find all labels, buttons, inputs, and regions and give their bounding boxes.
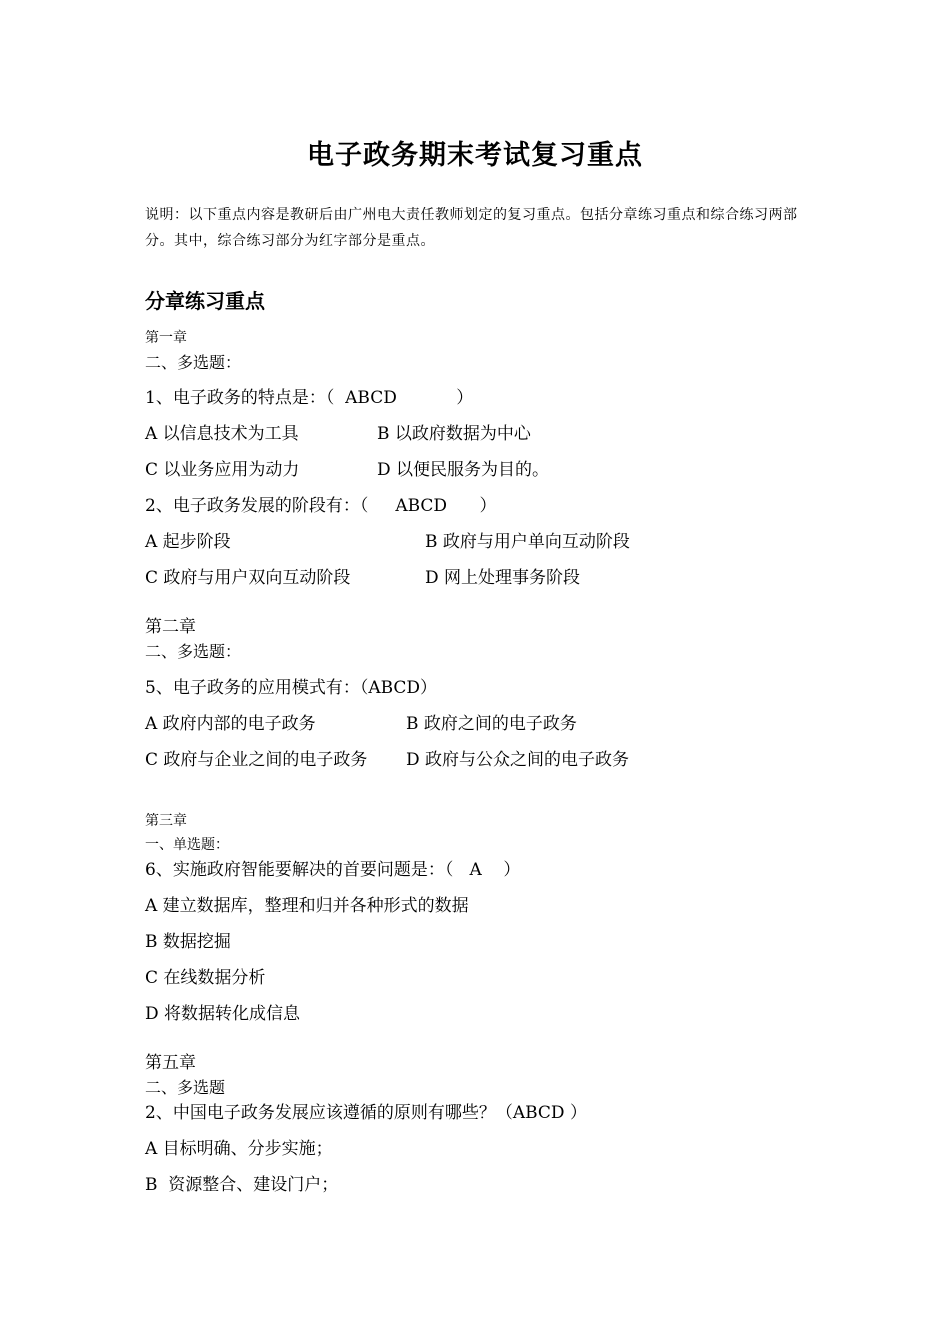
question-5-option-d: D 政府与公众之间的电子政务 <box>406 750 630 770</box>
chapter-3-question-type: 一、单选题： <box>145 837 229 853</box>
question-2-option-d: D 网上处理事务阶段 <box>425 568 581 588</box>
question-6-option-b: B 数据挖掘 <box>145 932 231 952</box>
chapter-1-title: 第一章 <box>145 330 187 346</box>
chapter-5-question-2: 2、中国电子政务发展应该遵循的原则有哪些？（ABCD ） <box>145 1103 587 1123</box>
chapter-3-title: 第三章 <box>145 813 187 829</box>
question-6: 6、实施政府智能要解决的首要问题是：（ A ） <box>145 860 521 880</box>
intro-note: 说明：以下重点内容是教研后由广州电大责任教师划定的复习重点。包括分章练习重点和综合练习两部分。其中，综合练习部分为红字部分是重点。 <box>145 207 798 249</box>
section-heading: 分章练习重点 <box>145 289 265 313</box>
question-1-option-d: D 以便民服务为目的。 <box>377 460 550 480</box>
chapter-5-question-type: 二、多选题 <box>145 1078 226 1097</box>
question-2-option-c: C 政府与用户双向互动阶段 <box>145 568 351 588</box>
chapter-2-title: 第二章 <box>145 617 196 637</box>
question-5-option-c: C 政府与企业之间的电子政务 <box>145 750 368 770</box>
question-2: 2、电子政务发展的阶段有：（ ABCD ） <box>145 496 497 516</box>
document-title: 电子政务期末考试复习重点 <box>307 140 643 171</box>
question-2-option-a: A 起步阶段 <box>145 532 231 552</box>
chapter-5-title: 第五章 <box>145 1053 196 1073</box>
question-6-option-a: A 建立数据库，整理和归并各种形式的数据 <box>145 896 469 916</box>
question-5-option-a: A 政府内部的电子政务 <box>145 714 316 734</box>
question-6-option-c: C 在线数据分析 <box>145 968 266 988</box>
question-2-option-b: B 政府与用户单向互动阶段 <box>425 532 630 552</box>
question-5-option-b: B 政府之间的电子政务 <box>406 714 577 734</box>
question-6-option-d: D 将数据转化成信息 <box>145 1004 301 1024</box>
chapter-2-question-type: 二、多选题： <box>145 642 242 661</box>
question-1-option-a: A 以信息技术为工具 <box>145 424 299 444</box>
question-1: 1、电子政务的特点是：（ ABCD ） <box>145 388 474 408</box>
chapter-5-question-2-option-b: B 资源整合、建设门户； <box>145 1175 339 1195</box>
question-1-option-b: B 以政府数据为中心 <box>377 424 531 444</box>
question-1-option-c: C 以业务应用为动力 <box>145 460 300 480</box>
chapter-1-question-type: 二、多选题： <box>145 353 242 372</box>
question-5: 5、电子政务的应用模式有：（ABCD） <box>145 678 438 698</box>
chapter-5-question-2-option-a: A 目标明确、分步实施； <box>145 1139 333 1159</box>
